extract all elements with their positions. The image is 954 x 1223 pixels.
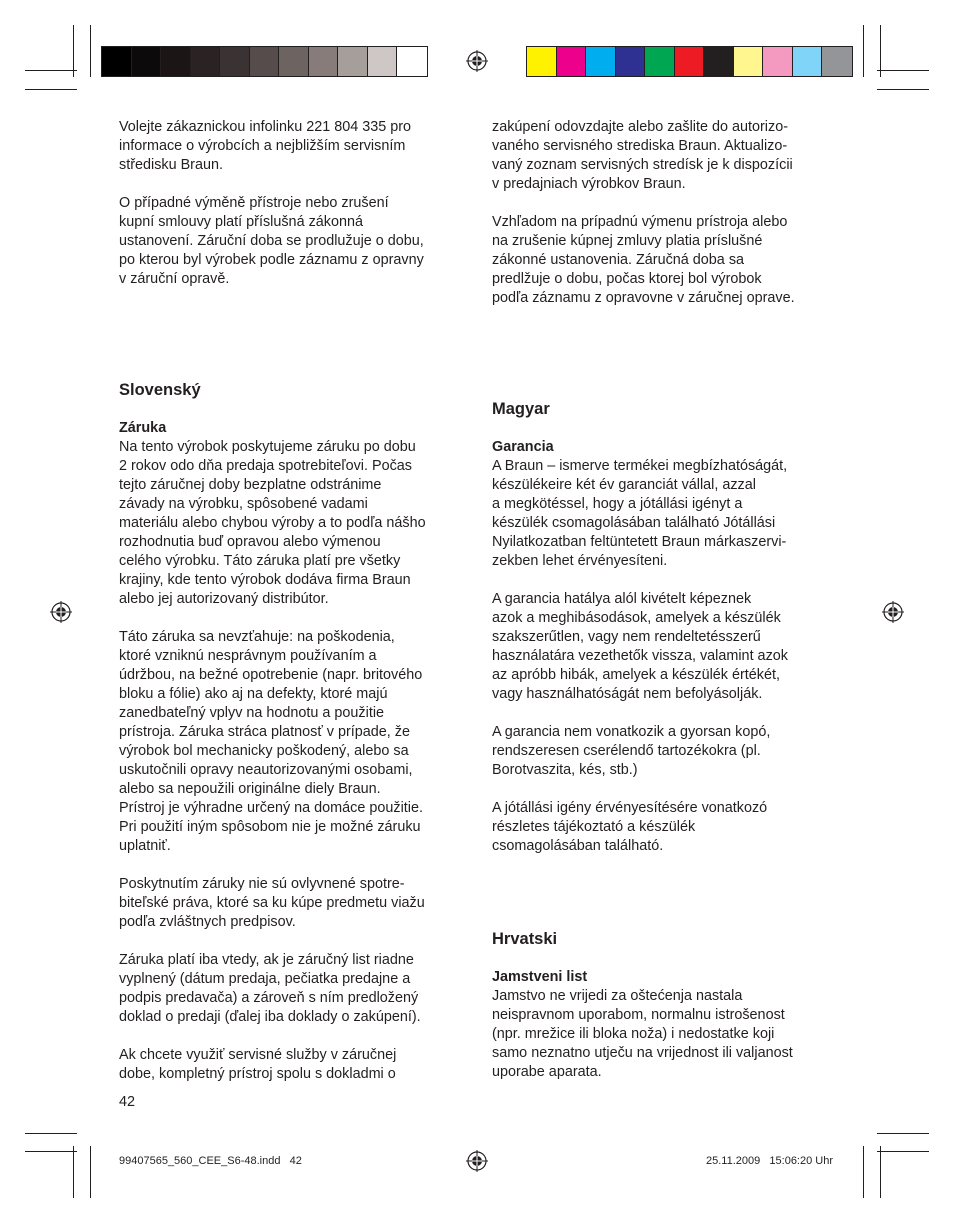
color-swatch: [557, 47, 587, 76]
color-swatch: [704, 47, 734, 76]
body-paragraph: A jótállási igény érvényesítésére vonatkozó részletes tájékoztató a készülék csomagolásában található.: [492, 800, 768, 854]
color-swatch: [527, 47, 557, 76]
color-swatch: [161, 47, 191, 76]
color-swatch: [645, 47, 675, 76]
crop-mark: [877, 1133, 929, 1134]
left-column: [119, 118, 469, 289]
body-paragraph: A garancia nem vonatkozik a gyorsan kopó, rendszeresen cserélendő tartozékokra (pl. Borotvaszita, kés, stb.): [492, 724, 771, 778]
body-paragraph: Na tento výrobok poskytujeme záruku po dobu 2 rokov odo dňa predaja spotrebiteľovi. Počas tejto záručnej doby bezplatne odstránime závady na výrobku, spôsobené vadami materiálu alebo chybou výroby a to podľa nášho rozhodnutia buď opravou alebo výmenou celého výrobku. Táto záruka platí pre všetky krajiny, kde tento výrobok dodáva firma Braun alebo jej autorizovaný distribútor.: [119, 439, 426, 607]
color-swatch: [191, 47, 221, 76]
color-swatch: [220, 47, 250, 76]
registration-mark-icon: [466, 50, 488, 72]
registration-mark-icon: [50, 601, 72, 623]
footer-file-info: 99407565_560_CEE_S6-48.indd 42: [119, 1155, 302, 1167]
color-swatch: [616, 47, 646, 76]
color-swatch: [793, 47, 823, 76]
crop-mark: [90, 1146, 91, 1198]
grayscale-color-bar: [101, 46, 428, 77]
color-swatch: [250, 47, 280, 76]
body-paragraph: Vzhľadom na prípadnú výmenu prístroja alebo na zrušenie kúpnej zmluvy platia príslušné zákonné ustanovenia. Záručná doba sa predlžuje o dobu, počas ktorej bol výrobok podľa záznamu z opravovne v záručnej oprave.: [492, 214, 795, 306]
registration-mark-icon: [466, 1150, 488, 1172]
crop-mark: [863, 1146, 864, 1198]
slovak-section: [119, 380, 469, 1084]
color-swatch: [132, 47, 162, 76]
color-swatch: [279, 47, 309, 76]
color-swatch: [102, 47, 132, 76]
registration-mark-icon: [882, 601, 904, 623]
right-column: [492, 118, 842, 308]
body-paragraph: zakúpení odovzdajte alebo zašlite do autorizo- vaného servisného strediska Braun. Aktualizo- vaný zoznam servisných stredísk je k dispozícii v predajniach výrobkov Braun.: [492, 119, 793, 192]
crop-mark: [877, 89, 929, 90]
section-heading: Hrvatski: [492, 930, 558, 948]
subsection-heading: Garancia: [492, 439, 554, 455]
body-paragraph: Záruka platí iba vtedy, ak je záručný list riadne vyplnený (dátum predaja, pečiatka predajne a podpis predavača) a zároveň s ním predložený doklad o predaji (ďalej iba doklady o zakúpení).: [119, 952, 421, 1025]
croatian-section: [492, 929, 842, 1082]
color-swatch: [734, 47, 764, 76]
body-paragraph: A garancia hatálya alól kivételt képeznek azok a meghibásodások, amelyek a készülék szakszerűtlen, vagy nem rendeltetésszerű használatára vezethetők vissza, valamint azok az apróbb hibák, amelyek a készülék értékét, vagy használhatóságát nem befolyásolják.: [492, 591, 788, 702]
crop-mark: [877, 1151, 929, 1152]
body-paragraph: Táto záruka sa nevzťahuje: na poškodenia, ktoré vzniknú nesprávnym používaním a údržbou, na bežné opotrebenie (napr. britového bloku a fólie) ako aj na defekty, ktoré majú zanedbateľný vplyv na hodnotu a použitie prístroja. Záruka stráca platnosť v prípade, že výrobok bol mechanicky poškodený, alebo sa uskutočnili opravy neautorizovanými osobami, alebo sa nepoužili originálne diely Braun. Prístroj je výhradne určený na domáce použitie. Pri použití iným spôsobom nie je možné záruku uplatniť.: [119, 629, 423, 854]
intro-paragraph: Volejte zákaznickou infolinku 221 804 335 pro informace o výrobcích a nejbližším servisním středisku Braun.: [119, 119, 412, 173]
color-swatch: [368, 47, 398, 76]
crop-mark: [880, 1146, 881, 1198]
crop-mark: [863, 25, 864, 77]
body-paragraph: Ak chcete využiť servisné služby v záručnej dobe, kompletný prístroj spolu s dokladmi o: [119, 1047, 397, 1082]
subsection-heading: Jamstveni list: [492, 969, 588, 985]
intro-paragraph: O případné výměně přístroje nebo zrušení kupní smlouvy platí příslušná zákonná ustanovení. Záruční doba se prodlužuje o dobu, po kterou byl výrobek podle záznamu z opravny v záruční opravě.: [119, 195, 424, 287]
color-swatch: [822, 47, 852, 76]
footer-timestamp: 25.11.2009 15:06:20 Uhr: [706, 1155, 834, 1167]
color-swatch: [397, 47, 427, 76]
color-swatch: [586, 47, 616, 76]
crop-mark: [90, 25, 91, 77]
body-paragraph: Poskytnutím záruky nie sú ovlyvnené spotre- biteľské práva, ktoré sa ku kúpe predmetu viažu podľa zvláštnych predpisov.: [119, 876, 425, 930]
color-swatch: [763, 47, 793, 76]
color-swatch: [675, 47, 705, 76]
color-swatch: [309, 47, 339, 76]
crop-mark: [25, 1151, 77, 1152]
hungarian-section: [492, 399, 842, 856]
crop-mark: [877, 70, 929, 71]
body-paragraph: A Braun – ismerve termékei megbízhatóságát, készülékeire két év garanciát vállal, azzal a megkötéssel, hogy a jótállási igényt a készülék csomagolásában található Jótállási Nyilatkozatban feltüntetett Braun márkaszervi- zekben lehet érvényesíteni.: [492, 458, 788, 569]
body-paragraph: Jamstvo ne vrijedi za oštećenja nastala neispravnom uporabom, normalnu istrošenost (npr. mrežice ili bloka noža) i nedostatke koji samo neznatno utječu na vrijednost ili valjanost uporabe aparata.: [492, 988, 793, 1080]
crop-mark: [25, 1133, 77, 1134]
page-number: 42: [119, 1094, 136, 1110]
subsection-heading: Záruka: [119, 420, 167, 436]
section-heading: Magyar: [492, 400, 550, 418]
section-heading: Slovenský: [119, 381, 201, 399]
crop-mark: [25, 89, 77, 90]
crop-mark: [25, 70, 77, 71]
color-swatch: [338, 47, 368, 76]
process-color-bar: [526, 46, 853, 77]
crop-mark: [73, 1146, 74, 1198]
